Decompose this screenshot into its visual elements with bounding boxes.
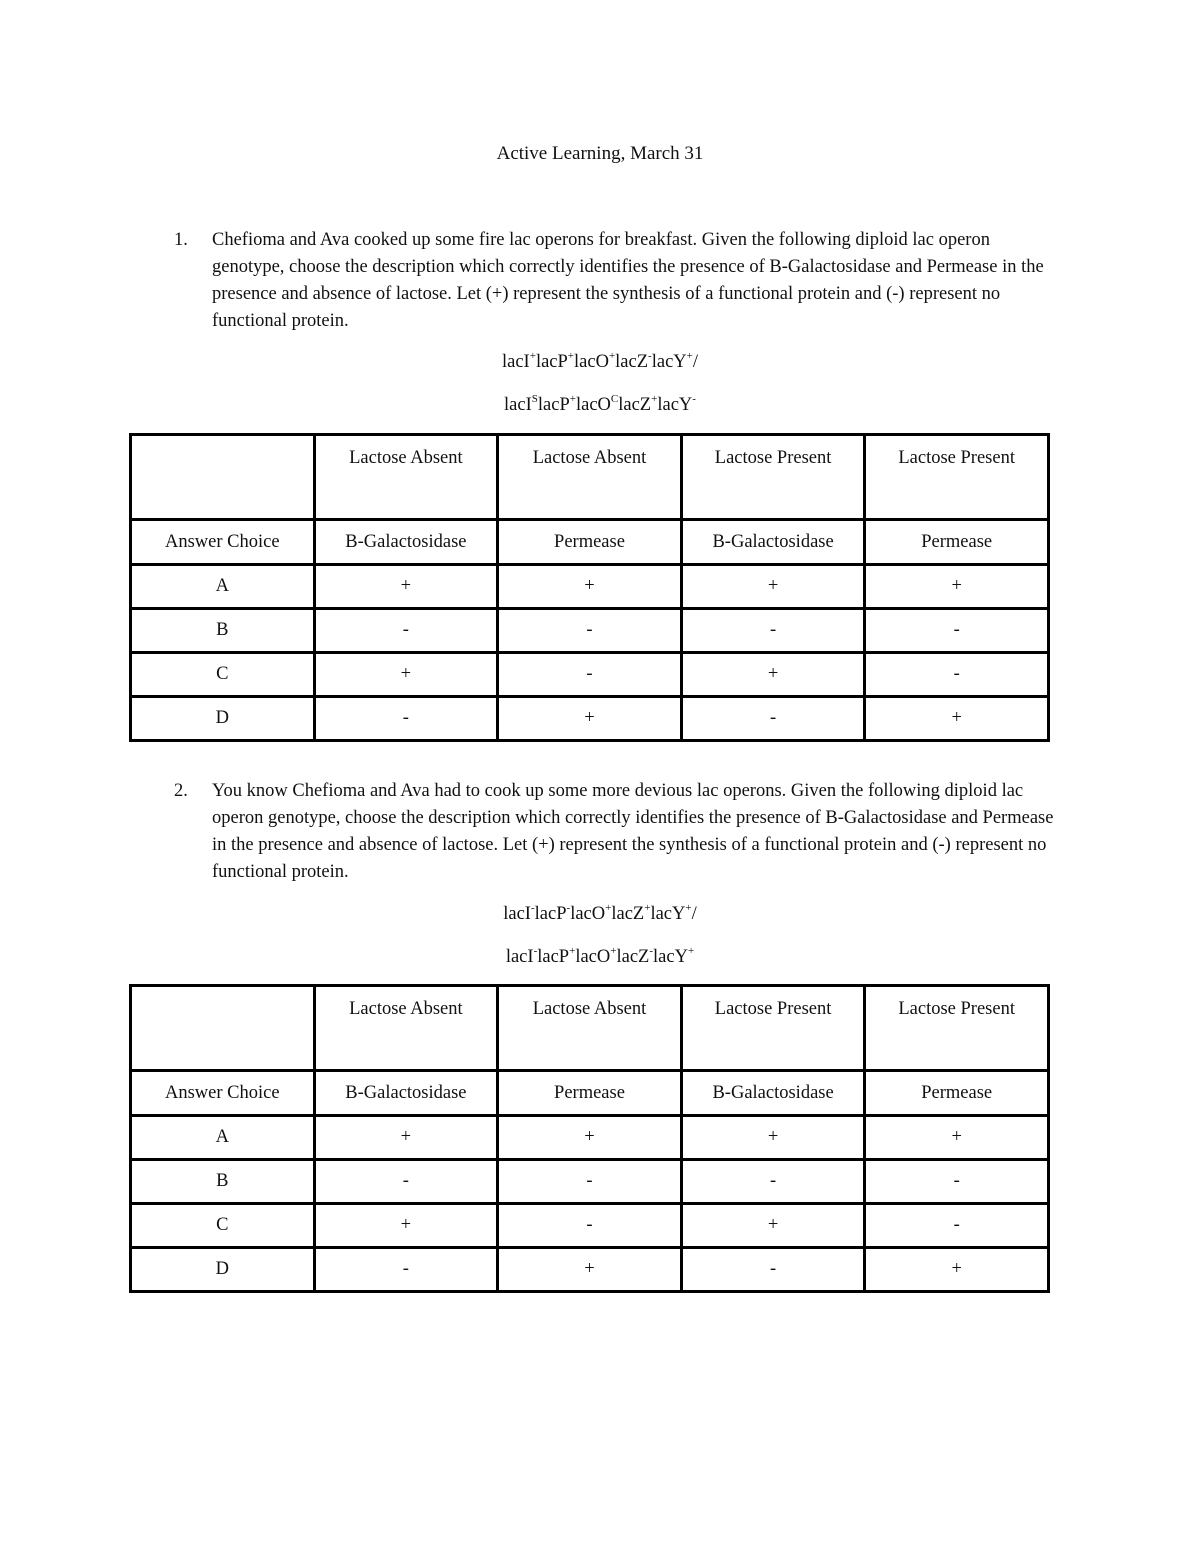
protein-header-row <box>131 1071 1049 1116</box>
gene-locus: lacY <box>653 947 688 967</box>
table-cell: - <box>681 697 865 741</box>
table-cell: - <box>498 1160 682 1204</box>
table-cell: - <box>865 609 1049 653</box>
gene-locus: lacP <box>537 947 570 967</box>
protein-header-row <box>131 520 1049 565</box>
table-cell: - <box>498 609 682 653</box>
header-cell <box>131 986 315 1071</box>
table-cell: + <box>865 1116 1049 1160</box>
gene-locus: lacZ <box>615 352 649 372</box>
table-row <box>131 565 1049 609</box>
gene-locus: lacI <box>505 947 534 967</box>
gene-locus: / <box>691 904 697 924</box>
table-cell: - <box>314 1248 498 1292</box>
header-cell: Lactose Present <box>681 435 865 520</box>
choice-label: C <box>131 1204 315 1248</box>
gene-locus: lacO <box>574 352 609 372</box>
allele-superscript: + <box>569 945 576 957</box>
table-row <box>131 1248 1049 1292</box>
choice-label: D <box>131 1248 315 1292</box>
header-cell: Permease <box>498 1071 682 1116</box>
allele-superscript: - <box>530 902 535 914</box>
table-cell: + <box>498 565 682 609</box>
table-cell: - <box>681 1160 865 1204</box>
gene-locus: lacO <box>570 904 606 924</box>
table-cell: - <box>681 1248 865 1292</box>
allele-superscript: + <box>610 945 617 957</box>
table-cell: + <box>865 697 1049 741</box>
header-cell: Permease <box>865 1071 1049 1116</box>
header-cell: Lactose Absent <box>314 986 498 1071</box>
table-row <box>131 1160 1049 1204</box>
genotype-line <box>0 350 1200 374</box>
allele-superscript: S <box>531 393 538 405</box>
header-cell: B-Galactosidase <box>681 520 865 565</box>
allele-superscript: - <box>648 350 652 362</box>
allele-superscript: - <box>566 902 571 914</box>
table-cell: + <box>498 1248 682 1292</box>
table-cell: - <box>681 609 865 653</box>
table-cell: - <box>865 653 1049 697</box>
allele-superscript: + <box>608 350 616 362</box>
table-cell: + <box>314 1116 498 1160</box>
question-number: 1. <box>174 230 188 250</box>
answer-table <box>129 433 1050 742</box>
header-cell: Lactose Absent <box>498 435 682 520</box>
table-cell: - <box>314 1160 498 1204</box>
choice-label: C <box>131 653 315 697</box>
allele-superscript: + <box>529 350 536 362</box>
table-cell: + <box>314 1204 498 1248</box>
table-cell: - <box>314 697 498 741</box>
table-cell: - <box>865 1204 1049 1248</box>
gene-locus: lacZ <box>618 395 652 415</box>
gene-locus: lacY <box>650 904 686 924</box>
allele-superscript: + <box>686 350 693 362</box>
question-text: Chefioma and Ava cooked up some fire lac operons for breakfast. Given the following diploid lac operon genotype, choose the description which correctly identifies the presence of B-Galactosidase and Permease in the presence and absence of lactose. Let (+) represent the synthesis of a functional protein and (-) represent no functional protein. <box>212 230 1044 331</box>
gene-locus: lacI <box>503 904 531 924</box>
genotype-line <box>0 945 1200 969</box>
choice-label: D <box>131 697 315 741</box>
gene-locus: lacO <box>575 395 611 415</box>
allele-superscript: + <box>687 945 695 957</box>
condition-header-row <box>131 986 1049 1071</box>
table-cell: + <box>314 653 498 697</box>
table-cell: + <box>681 565 865 609</box>
gene-locus: lacY <box>657 395 693 415</box>
table-cell: + <box>681 653 865 697</box>
genotype-line <box>0 902 1200 926</box>
choice-label: A <box>131 565 315 609</box>
gene-locus: lacZ <box>611 904 645 924</box>
question-1 <box>174 227 1064 335</box>
table-cell: - <box>865 1160 1049 1204</box>
allele-superscript: + <box>569 393 576 405</box>
header-cell: Lactose Present <box>865 986 1049 1071</box>
question-number: 2. <box>174 781 188 801</box>
choice-label: A <box>131 1116 315 1160</box>
header-cell: Lactose Present <box>865 435 1049 520</box>
genotype-line <box>0 393 1200 417</box>
gene-locus: / <box>692 352 699 372</box>
header-cell: Answer Choice <box>131 520 315 565</box>
allele-superscript: - <box>649 945 654 957</box>
header-cell: B-Galactosidase <box>681 1071 865 1116</box>
choice-label: B <box>131 1160 315 1204</box>
gene-locus: lacO <box>575 947 611 967</box>
table-row <box>131 1116 1049 1160</box>
table-cell: - <box>498 653 682 697</box>
allele-superscript: + <box>651 393 658 405</box>
condition-header-row <box>131 435 1049 520</box>
header-cell: B-Galactosidase <box>314 1071 498 1116</box>
table-row <box>131 1204 1049 1248</box>
table-cell: + <box>865 565 1049 609</box>
allele-superscript: + <box>605 902 612 914</box>
table-cell: - <box>498 1204 682 1248</box>
gene-locus: lacP <box>535 352 568 372</box>
table-row <box>131 609 1049 653</box>
gene-locus: lacZ <box>616 947 650 967</box>
header-cell: Lactose Absent <box>314 435 498 520</box>
table-cell: + <box>681 1204 865 1248</box>
gene-locus: lacP <box>537 395 570 415</box>
choice-label: B <box>131 609 315 653</box>
allele-superscript: + <box>644 902 651 914</box>
gene-locus: lacI <box>501 352 530 372</box>
table-row <box>131 697 1049 741</box>
table-row <box>131 653 1049 697</box>
header-cell: B-Galactosidase <box>314 520 498 565</box>
header-cell: Permease <box>498 520 682 565</box>
table-cell: - <box>314 609 498 653</box>
table-cell: + <box>865 1248 1049 1292</box>
table-cell: + <box>498 1116 682 1160</box>
header-cell: Answer Choice <box>131 1071 315 1116</box>
page-title: Active Learning, March 31 <box>496 143 704 164</box>
table-cell: + <box>498 697 682 741</box>
answer-table <box>129 984 1050 1293</box>
allele-superscript: - <box>692 393 696 405</box>
gene-locus: lacP <box>534 904 567 924</box>
table-cell: + <box>314 565 498 609</box>
header-cell: Permease <box>865 520 1049 565</box>
table-cell: + <box>681 1116 865 1160</box>
header-cell: Lactose Present <box>681 986 865 1071</box>
allele-superscript: C <box>610 393 619 405</box>
gene-locus: lacI <box>504 395 532 415</box>
allele-superscript: - <box>533 945 538 957</box>
header-cell <box>131 435 315 520</box>
header-cell: Lactose Absent <box>498 986 682 1071</box>
question-text: You know Chefioma and Ava had to cook up some more devious lac operons. Given the following diploid lac operon genotype, choose the description which correctly identifies the presence of B-Galactosidase and Permease in the presence and absence of lactose. Let (+) represent the synthesis of a functional protein and (-) represent no functional protein. <box>212 781 1054 882</box>
gene-locus: lacY <box>651 352 687 372</box>
allele-superscript: + <box>567 350 575 362</box>
allele-superscript: + <box>685 902 692 914</box>
question-2 <box>174 778 1064 886</box>
